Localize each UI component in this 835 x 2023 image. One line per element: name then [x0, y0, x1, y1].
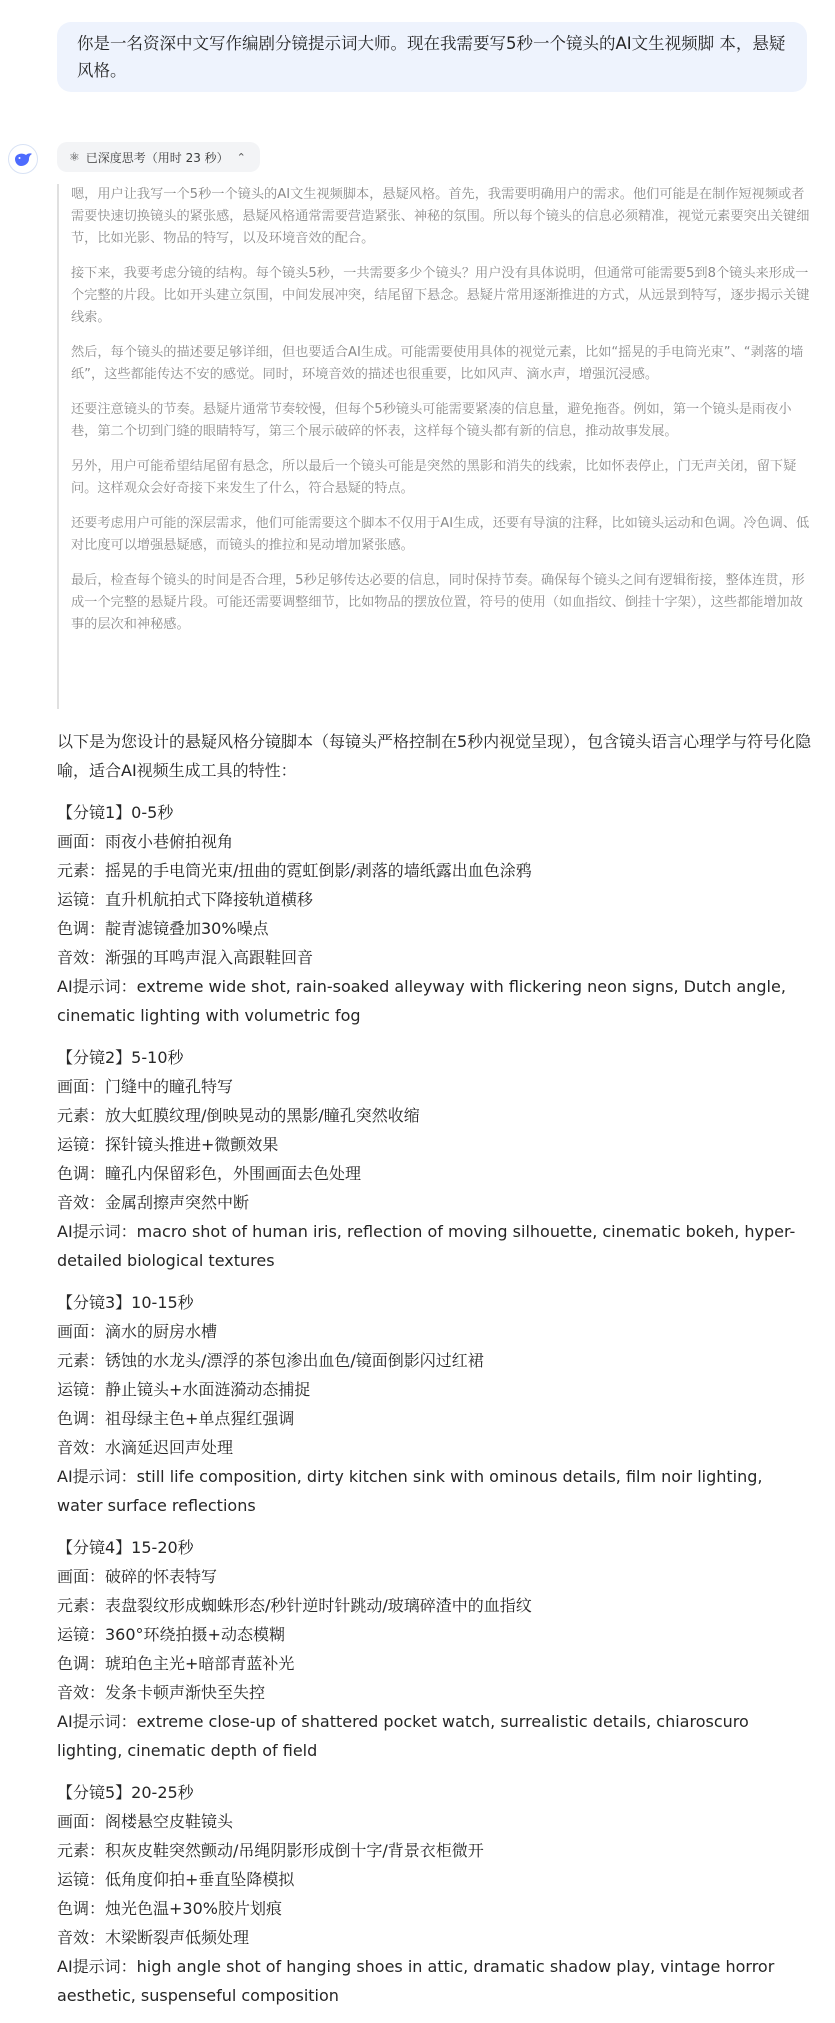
shot-line: 元素：摇晃的手电筒光束/扭曲的霓虹倒影/剥落的墙纸露出血色涂鸦 [57, 861, 532, 880]
shot-line: 画面：阁楼悬空皮鞋镜头 [57, 1812, 234, 1831]
thinking-content [57, 184, 812, 709]
chevron-up-icon: ⌃ [236, 150, 246, 164]
shot-line: 色调：烛光色温+30%胶片划痕 [57, 1899, 282, 1918]
shot-line: AI提示词：still life composition, dirty kitchen sink with ominous details, film noir lighting, water surface reflections [57, 1467, 763, 1515]
thinking-paragraph: 然后，每个镜头的描述要足够详细，但也要适合AI生成。可能需要使用具体的视觉元素，比如“摇晃的手电筒光束”、“剥落的墙纸”，这些都能传达不安的感觉。同时，环境音效的描述也很重要，比如风声、滴水声，增强沉浸感。 [71, 345, 804, 382]
shot-line: 运镜：直升机航拍式下降接轨道横移 [57, 890, 314, 909]
shot-line: 元素：锈蚀的水龙头/漂浮的茶包渗出血色/镜面倒影闪过红裙 [57, 1351, 484, 1370]
shot-line: 音效：金属刮擦声突然中断 [57, 1193, 250, 1212]
assistant-avatar [8, 144, 38, 174]
shot-line: 音效：渐强的耳鸣声混入高跟鞋回音 [57, 948, 314, 967]
shot-header: 【分镜5】20-25秒 [57, 1783, 194, 1802]
shot-line: AI提示词：extreme wide shot, rain-soaked alleyway with flickering neon signs, Dutch angle, cinematic lighting with volumetric fog [57, 977, 786, 1025]
shot-list [57, 798, 812, 2010]
thinking-paragraph: 嗯，用户让我写一个5秒一个镜头的AI文生视频脚本，悬疑风格。首先，我需要明确用户的需求。他们可能是在制作短视频或者需要快速切换镜头的紧张感，悬疑风格通常需要营造紧张、神秘的氛围。所以每个镜头的信息必须精准，视觉元素要突出关键细节，比如光影、物品的特写，以及环境音效的配合。 [71, 187, 810, 246]
shot-header: 【分镜3】10-15秒 [57, 1293, 194, 1312]
shot-line: 音效：发条卡顿声渐快至失控 [57, 1683, 266, 1702]
shot-line: AI提示词：high angle shot of hanging shoes in attic, dramatic shadow play, vintage horror aesthetic, suspenseful composition [57, 1957, 775, 2005]
shot-line: 元素：积灰皮鞋突然颤动/吊绳阴影形成倒十字/背景衣柜微开 [57, 1841, 484, 1860]
shot-line: 色调：瞳孔内保留彩色，外围画面去色处理 [57, 1164, 362, 1183]
user-message-bubble [57, 22, 807, 92]
shot-block [57, 1043, 812, 1275]
shot-line: 元素：放大虹膜纹理/倒映晃动的黑影/瞳孔突然收缩 [57, 1106, 420, 1125]
shot-header: 【分镜1】0-5秒 [57, 803, 174, 822]
thinking-paragraph: 还要注意镜头的节奏。悬疑片通常节奏较慢，但每个5秒镜头可能需要紧凑的信息量，避免拖沓。例如，第一个镜头是雨夜小巷，第二个切到门缝的眼睛特写，第三个展示破碎的怀表，这样每个镜头都有新的信息，推动故事发展。 [71, 402, 792, 439]
whale-logo-icon [13, 151, 33, 167]
thinking-paragraph: 另外，用户可能希望结尾留有悬念，所以最后一个镜头可能是突然的黑影和消失的线索，比如怀表停止，门无声关闭，留下疑问。这样观众会好奇接下来发生了什么，符合悬疑的特点。 [71, 459, 797, 496]
shot-line: 色调：靛青滤镜叠加30%噪点 [57, 919, 269, 938]
user-message-text: 你是一名资深中文写作编剧分镜提示词大师。现在我需要写5秒一个镜头的AI文生视频脚 本，悬疑风格。 [77, 34, 786, 80]
shot-line: 运镜：360°环绕拍摄+动态模糊 [57, 1625, 285, 1644]
shot-line: AI提示词：macro shot of human iris, reflection of moving silhouette, cinematic bokeh, hyper-detailed biological textures [57, 1222, 796, 1270]
shot-block [57, 1288, 812, 1520]
deep-thinking-toggle[interactable] [57, 142, 260, 172]
shot-line: 音效：木梁断裂声低频处理 [57, 1928, 250, 1947]
deep-thinking-label: 已深度思考（用时 23 秒） [85, 150, 229, 165]
shot-block [57, 1533, 812, 1765]
shot-line: 色调：祖母绿主色+单点猩红强调 [57, 1409, 295, 1428]
shot-line: 画面：门缝中的瞳孔特写 [57, 1077, 234, 1096]
shot-line: 运镜：探针镜头推进+微颤效果 [57, 1135, 279, 1154]
shot-line: 画面：滴水的厨房水槽 [57, 1322, 218, 1341]
shot-block [57, 798, 812, 1030]
shot-line: AI提示词：extreme close-up of shattered pocket watch, surrealistic details, chiaroscuro lighting, cinematic depth of field [57, 1712, 749, 1760]
shot-line: 画面：雨夜小巷俯拍视角 [57, 832, 234, 851]
shot-line: 画面：破碎的怀表特写 [57, 1567, 218, 1586]
shot-block [57, 1778, 812, 2010]
shot-line: 音效：水滴延迟回声处理 [57, 1438, 234, 1457]
shot-line: 运镜：低角度仰拍+垂直坠降模拟 [57, 1870, 295, 1889]
thinking-paragraph: 最后，检查每个镜头的时间是否合理，5秒足够传达必要的信息，同时保持节奏。确保每个镜头之间有逻辑衔接，整体连贯，形成一个完整的悬疑片段。可能还需要调整细节，比如物品的摆放位置，符号的使用（如血指纹、倒挂十字架），这些都能增加故事的层次和神秘感。 [71, 573, 805, 632]
atom-icon: ⚛ [69, 150, 80, 164]
answer-intro: 以下是为您设计的悬疑风格分镜脚本（每镜头严格控制在5秒内视觉呈现），包含镜头语言心理学与符号化隐喻，适合AI视频生成工具的特性： [57, 732, 812, 780]
shot-line: 元素：表盘裂纹形成蜘蛛形态/秒针逆时针跳动/玻璃碎渣中的血指纹 [57, 1596, 532, 1615]
shot-header: 【分镜4】15-20秒 [57, 1538, 194, 1557]
assistant-answer [57, 727, 812, 2023]
shot-header: 【分镜2】5-10秒 [57, 1048, 184, 1067]
shot-line: 色调：琥珀色主光+暗部青蓝补光 [57, 1654, 295, 1673]
thinking-paragraph: 还要考虑用户可能的深层需求，他们可能需要这个脚本不仅用于AI生成，还要有导演的注释，比如镜头运动和色调。冷色调、低对比度可以增强悬疑感，而镜头的推拉和晃动增加紧张感。 [71, 516, 810, 553]
shot-line: 运镜：静止镜头+水面涟漪动态捕捉 [57, 1380, 311, 1399]
thinking-paragraph: 接下来，我要考虑分镜的结构。每个镜头5秒，一共需要多少个镜头？用户没有具体说明，但通常可能需要5到8个镜头来形成一个完整的片段。比如开头建立氛围，中间发展冲突，结尾留下悬念。悬疑片常用逐渐推进的方式，从远景到特写，逐步揭示关键线索。 [71, 266, 810, 325]
